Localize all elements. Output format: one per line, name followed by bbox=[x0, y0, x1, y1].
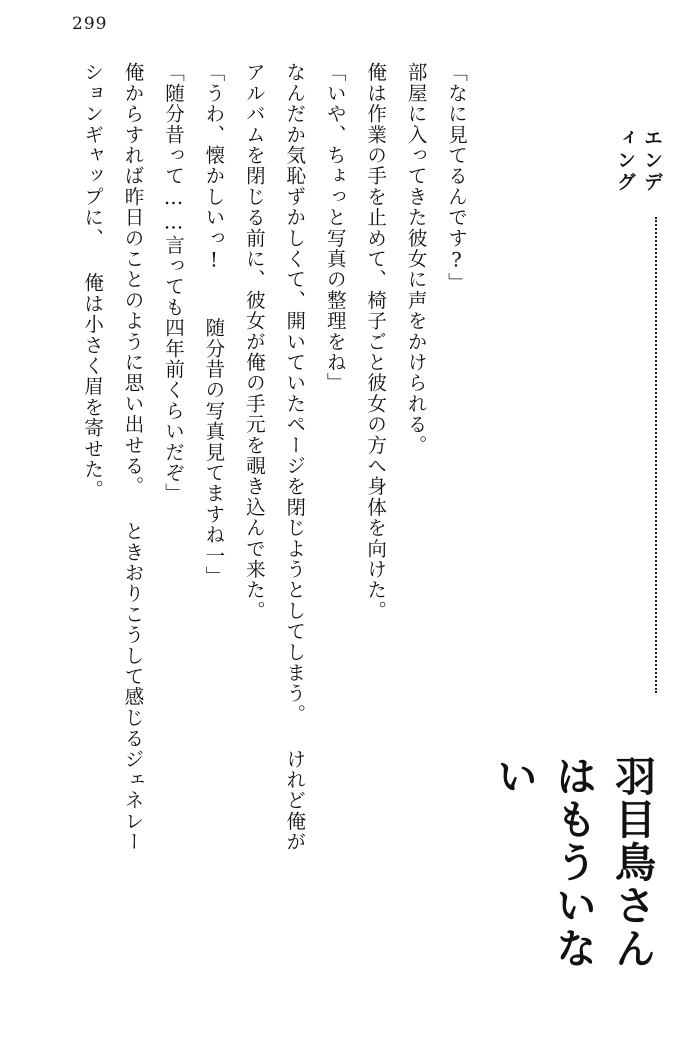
body-line: 俺は作業の手を止めて、椅子ごと彼女の方へ身体を向けた。 bbox=[364, 62, 388, 621]
body-line: 俺からすれば昨日のことのように思い出せる。 ときおりこうして感じるジェネレー bbox=[121, 62, 145, 853]
body-line: なんだか気恥ずかしくて、開いていたページを閉じようとしてしまう。 けれど俺が bbox=[283, 62, 307, 853]
chapter-label: エンディング bbox=[614, 128, 663, 194]
page-title: 羽目鳥さんはもういない bbox=[490, 754, 656, 970]
body-line: 部屋に入ってきた彼女に声をかけられる。 bbox=[404, 62, 428, 456]
body-line: ションギャップに、 俺は小さく眉を寄せた。 bbox=[81, 62, 105, 501]
body-line: 「うわ、懐かしいっ! 随分昔の写真見てますね一」 bbox=[202, 62, 226, 587]
body-line: アルバムを閉じる前に、彼女が俺の手元を覗き込んで来た。 bbox=[242, 62, 266, 621]
body-line: 「随分昔って……言っても四年前くらいだぞ」 bbox=[161, 62, 185, 504]
body-line: 「いや、ちょっと写真の整理をね」 bbox=[323, 62, 347, 394]
dotted-rule-divider bbox=[655, 217, 657, 692]
page-content bbox=[40, 62, 666, 1010]
chapter-heading bbox=[485, 62, 666, 1010]
body-line: 「なに見てるんです?」 bbox=[445, 62, 468, 294]
page-number: 299 bbox=[72, 14, 108, 34]
